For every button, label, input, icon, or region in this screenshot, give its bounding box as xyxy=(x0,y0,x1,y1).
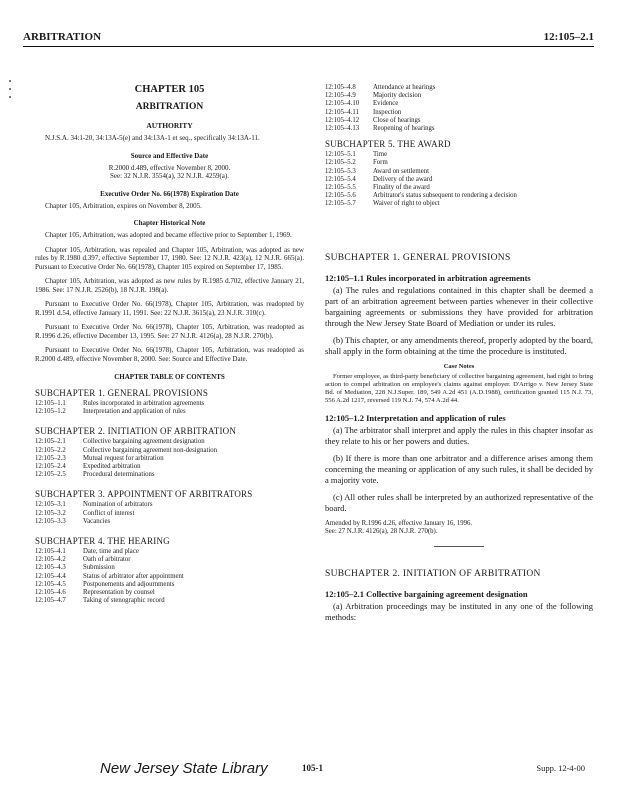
toc-entry xyxy=(325,100,593,108)
toc-entry xyxy=(325,151,593,159)
toc-entry-title: Finality of the award xyxy=(373,184,430,192)
toc-entry-number: 12:105–5.6 xyxy=(325,192,356,200)
toc-entry-number: 12:105–4.2 xyxy=(35,556,66,564)
toc-entry-title: Waiver of right to object xyxy=(373,200,440,208)
toc-entry-title: Collective bargaining agreement non-designation xyxy=(83,446,218,454)
authority-heading: AUTHORITY xyxy=(146,121,193,130)
toc-entry-title: Delivery of the award xyxy=(373,175,433,183)
toc-entry-number: 12:105–4.3 xyxy=(35,564,66,572)
toc-entry-number: 12:105–4.5 xyxy=(35,580,66,588)
toc-subchapter-heading: SUBCHAPTER 1. GENERAL PROVISIONS xyxy=(35,388,209,398)
toc-entry-number: 12:105–5.2 xyxy=(325,159,356,167)
toc-entry-title: Interpretation and application of rules xyxy=(83,408,186,416)
source-line: R.2000 d.489, effective November 8, 2000. xyxy=(108,163,231,172)
history-heading: Chapter Historical Note xyxy=(133,219,206,227)
toc-entry xyxy=(35,564,304,572)
toc-entry-number: 12:105–3.1 xyxy=(35,501,66,509)
toc-entry xyxy=(325,184,593,192)
toc-entry-title: Expedited arbitration xyxy=(83,463,141,471)
toc-entry xyxy=(325,192,593,200)
toc-entry-number: 12:105–5.7 xyxy=(325,200,356,208)
toc-entry-title: Status of arbitrator after appointment xyxy=(83,572,184,580)
history-paragraph: Pursuant to Executive Order No. 66(1978), Chapter 105, Arbitration, was readopted as R.2000 d.489, effective November 8, 2000. See: Source and Effective Date. xyxy=(35,346,304,363)
toc-entry xyxy=(35,471,304,479)
toc-entry-title: Oath of arbitrator xyxy=(83,556,131,564)
toc-entry-title: Time xyxy=(373,151,388,159)
toc-entry-title: Representation by counsel xyxy=(83,589,155,597)
toc-entry-title: Taking of stenographic record xyxy=(83,597,165,605)
toc-subchapter-heading: SUBCHAPTER 5. THE AWARD xyxy=(325,139,451,150)
toc-entry-title: Postponements and adjournments xyxy=(83,580,175,588)
toc-entry-title: Majority decision xyxy=(373,92,422,100)
running-header xyxy=(23,30,594,47)
history-paragraph: Pursuant to Executive Order No. 66(1978), Chapter 105, Arbitration, was readopted as R.1996 d.26, effective December 13, 1995. See: 27 N.J.R. 4126(a), 28 N.J.R. 270(b). xyxy=(35,323,304,340)
history-paragraph: Chapter 105, Arbitration, was adopted as new rules by R.1985 d.702, effective January 21, 1986. See: 17 N.J.R. 2526(b), 18 N.J.R. 198(a). xyxy=(35,277,304,294)
rule-1-1-title: 12:105–1.1 Rules incorporated in arbitration agreements xyxy=(325,272,531,283)
toc-entry-title: Vacancies xyxy=(83,517,111,525)
toc-entry-title: Date, time and place xyxy=(83,548,139,556)
rule-2-1-title: 12:105–2.1 Collective bargaining agreement designation xyxy=(325,588,528,599)
toc-entry-title: Arbitrator's status subsequent to rendering a decision xyxy=(373,192,517,200)
toc-entry-title: Award on settlement xyxy=(373,167,430,175)
case-notes-heading: Case Notes xyxy=(443,362,475,370)
rule-1-2-title: 12:105–1.2 Interpretation and application of rules xyxy=(325,412,506,423)
left-column xyxy=(35,84,304,609)
toc-entry-number: 12:105–2.5 xyxy=(35,471,66,479)
toc-entry-number: 12:105–2.1 xyxy=(35,438,66,446)
right-column xyxy=(325,84,593,629)
toc-entry xyxy=(325,168,593,176)
toc-entry-title: Form xyxy=(373,159,388,167)
rule-paragraph: (c) All other rules shall be interpreted by an authorized representative of the board. xyxy=(325,491,593,513)
toc-subchapter-heading: SUBCHAPTER 2. INITIATION OF ARBITRATION xyxy=(35,426,237,437)
section-divider xyxy=(434,546,484,547)
rule-paragraph: (b) This chapter, or any amendments thereof, properly adopted by the board, shall apply in the form obtaining at the time the procedure is instituted. xyxy=(325,334,593,356)
toc-entry-number: 12:105–4.11 xyxy=(325,108,359,116)
history-paragraph: Chapter 105, Arbitration, was repealed and Chapter 105, Arbitration, was adopted as new rules by R.1980 d.397, effective September 17, 1980. See: 12 N.J.R. 423(a), 12 N.J.R. 665(a). Pursuant to Executive Order No. 66(1978), Chapter 105 expired on September 17, 1985. xyxy=(35,245,304,271)
toc-subchapter-heading: SUBCHAPTER 3. APPOINTMENT OF ARBITRATORS xyxy=(35,489,253,500)
toc-entry-number: 12:105–4.8 xyxy=(325,84,356,91)
case-notes-text: Former employee, as third-party beneficiary of collective bargaining agreement, had right to bring action to compel arbitration on employee's claims against employer. D'Arrigo v. New Jersey State Bd. of Mediation, 228 N.J.Super. 189, 549 A.2d 451 (A.D.1988), certification granted 115 N.J. 73, 556 A.2d 1217, reversed 119 N.J. 74, 574 A.2d 44. xyxy=(325,372,593,404)
toc-entry xyxy=(325,159,593,167)
toc-entry xyxy=(35,455,304,463)
toc-entry-number: 12:105–4.6 xyxy=(35,589,66,597)
rule-paragraph: (b) If there is more than one arbitrator and a difference arises among them concerning the meaning or application of any such rules, it shall be decided by a majority vote. xyxy=(325,452,593,485)
toc-entry-title: Close of hearings xyxy=(373,116,421,124)
toc-entry xyxy=(325,92,593,100)
toc-subchapter-heading: SUBCHAPTER 4. THE HEARING xyxy=(35,536,170,547)
expiration-heading: Executive Order No. 66(1978) Expiration Date xyxy=(100,189,239,198)
toc-entry xyxy=(35,597,304,605)
toc-entry-title: Mutual request for arbitration xyxy=(83,454,164,462)
toc-entry-number: 12:105–4.7 xyxy=(35,597,66,605)
library-watermark: New Jersey State Library xyxy=(100,760,268,777)
toc-entry xyxy=(325,117,593,125)
toc-entry-title: Conflict of interest xyxy=(83,509,135,517)
toc-entry-title: Procedural determinations xyxy=(83,471,155,479)
toc-entry-title: Inspection xyxy=(373,108,402,116)
subchapter-1-heading: SUBCHAPTER 1. GENERAL PROVISIONS xyxy=(325,252,511,263)
toc-entry xyxy=(35,518,304,526)
toc-entry-number: 12:105–4.1 xyxy=(35,548,66,556)
toc-entry xyxy=(325,176,593,184)
amendment-note: Amended by R.1996 d.26, effective January 16, 1996. xyxy=(325,519,473,527)
supplement-date: Supp. 12-4-00 xyxy=(536,763,585,773)
toc-entry-number: 12:105–4.10 xyxy=(325,100,360,108)
toc-entry xyxy=(35,573,304,581)
toc-entry-number: 12:105–4.13 xyxy=(325,125,360,133)
toc-entry-title: Collective bargaining agreement designation xyxy=(83,438,205,446)
toc-entry xyxy=(35,408,304,416)
toc-entry-title: Evidence xyxy=(373,100,399,108)
rule-paragraph: (a) Arbitration proceedings may be instituted in any one of the following methods: xyxy=(325,600,593,622)
header-section-number: 12:105–2.1 xyxy=(543,31,594,43)
toc-heading: CHAPTER TABLE OF CONTENTS xyxy=(114,373,225,381)
toc-entry-number: 12:105–2.3 xyxy=(35,454,66,462)
toc-entry-number: 12:105–4.4 xyxy=(35,572,66,580)
toc-entry xyxy=(35,463,304,471)
rule-paragraph: (a) The rules and regulations contained in this chapter shall be deemed a part of an arbitration agreement between parties whenever in their collective bargaining agreements or submissions they have provided for arbitration through the New Jersey State Board of Mediation or under its rules. xyxy=(325,284,593,328)
toc-entry-title: Reopening of hearings xyxy=(373,125,435,133)
expiration-text: Chapter 105, Arbitration, expires on November 8, 2005. xyxy=(45,201,202,210)
toc-entry-number: 12:105–3.2 xyxy=(35,509,66,517)
toc-entry xyxy=(35,400,304,408)
history-paragraph: Pursuant to Executive Order No. 66(1978), Chapter 105, Arbitration, was readopted by R.1991 d.54, effective January 11, 1991. See: 22 N.J.R. 3615(a), 23 N.J.R. 310(c). xyxy=(35,300,304,317)
toc-entry-number: 12:105–2.4 xyxy=(35,463,66,471)
toc-entry-number: 12:105–1.2 xyxy=(35,408,66,416)
authority-text: N.J.S.A. 34:1-20, 34:13A-5(e) and 34:13A-1 et seq., specifically 34:13A-11. xyxy=(45,134,260,142)
toc-entry-title: Rules incorporated in arbitration agreements xyxy=(83,400,205,407)
amendment-note: See: 27 N.J.R. 4126(a), 28 N.J.R. 270(b). xyxy=(325,527,438,535)
toc-entry xyxy=(35,589,304,597)
toc-entry xyxy=(325,109,593,117)
toc-entry xyxy=(35,581,304,589)
toc-entry-number: 12:105–4.12 xyxy=(325,116,360,124)
toc-entry-number: 12:105–5.1 xyxy=(325,151,356,159)
toc-entry-number: 12:105–5.3 xyxy=(325,167,356,175)
header-title: ARBITRATION xyxy=(23,31,102,43)
chapter-title: CHAPTER 105 xyxy=(134,84,205,95)
toc-entry xyxy=(325,200,593,208)
rule-paragraph: (a) The arbitrator shall interpret and apply the rules in this chapter insofar as they relate to his or her powers and duties. xyxy=(325,424,593,446)
toc-entry-number: 12:105–5.5 xyxy=(325,184,356,192)
chapter-subtitle: ARBITRATION xyxy=(135,102,204,112)
toc-subchapter-5 xyxy=(325,139,593,212)
toc-entry xyxy=(35,548,304,556)
toc-entry-number: 12:105–3.3 xyxy=(35,517,66,525)
toc-entry-number: 12:105–2.2 xyxy=(35,446,66,454)
toc-right-list xyxy=(325,84,593,133)
toc-entry-title: Attendance at hearings xyxy=(373,84,436,91)
toc-entry-number: 12:105–1.1 xyxy=(35,400,66,407)
toc-entry xyxy=(325,125,593,133)
source-heading: Source and Effective Date xyxy=(130,151,209,160)
toc-entry xyxy=(35,556,304,564)
toc-entry-number: 12:105–5.4 xyxy=(325,175,356,183)
toc-entry-title: Nomination of arbitrators xyxy=(83,501,153,509)
subchapter-2-heading: SUBCHAPTER 2. INITIATION OF ARBITRATION xyxy=(325,568,541,579)
history-paragraph: Chapter 105, Arbitration, was adopted and became effective prior to September 1, 1969. xyxy=(45,231,292,239)
toc-entry xyxy=(35,447,304,455)
toc-left-list xyxy=(35,388,304,609)
page-number: 105-1 xyxy=(302,763,323,773)
toc-entry xyxy=(35,438,304,446)
toc-entry xyxy=(325,84,593,92)
toc-entry xyxy=(35,501,304,509)
source-line: See: 32 N.J.R. 3554(a), 32 N.J.R. 4259(a). xyxy=(110,172,229,180)
toc-entry xyxy=(35,510,304,518)
toc-entry-title: Submission xyxy=(83,564,115,572)
toc-entry-number: 12:105–4.9 xyxy=(325,92,356,100)
